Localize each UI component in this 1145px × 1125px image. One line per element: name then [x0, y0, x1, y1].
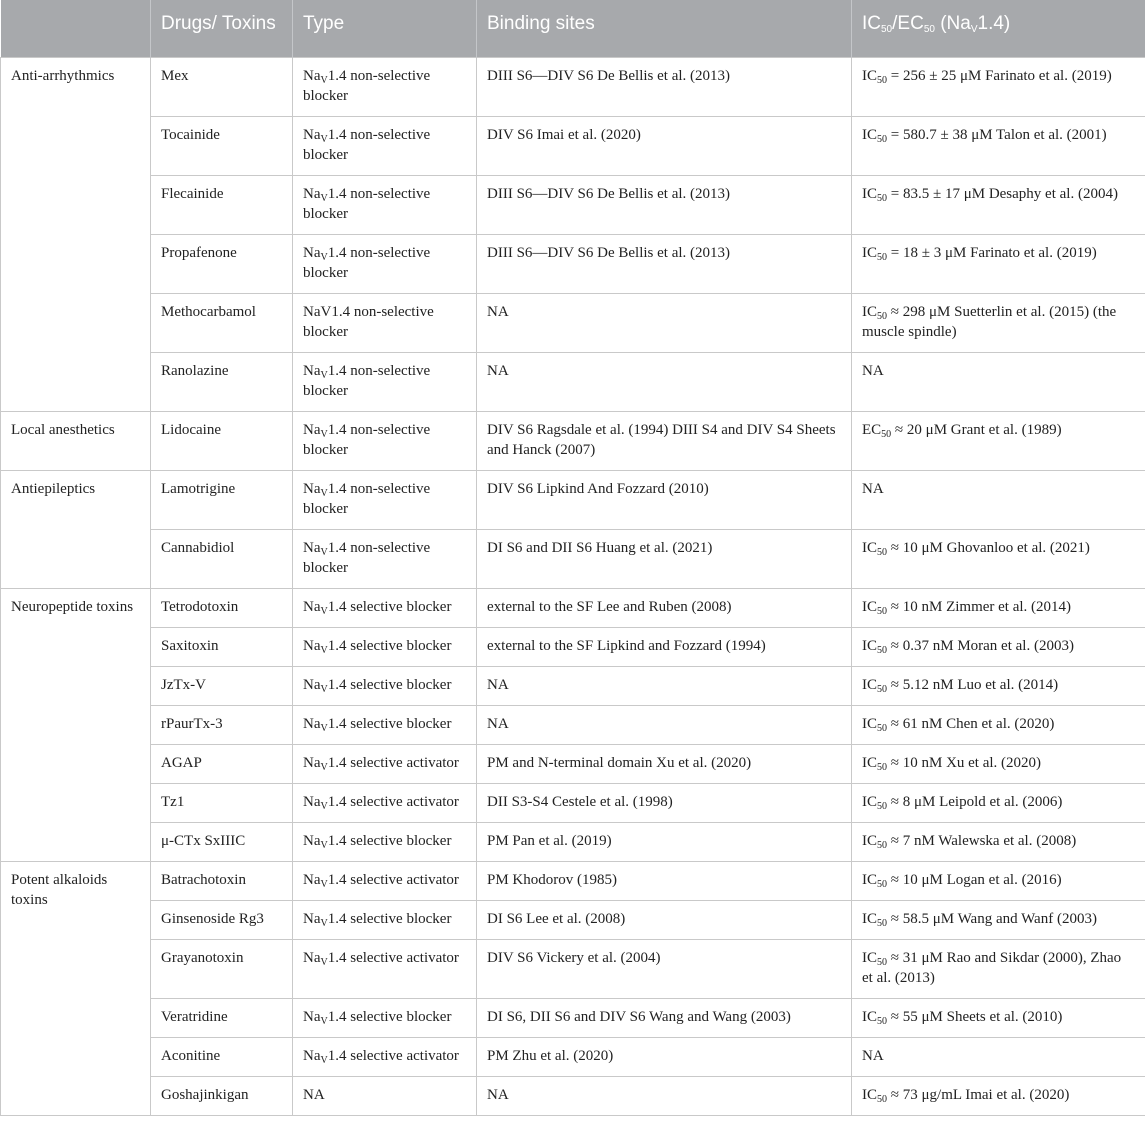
drug-cell: Aconitine — [151, 1037, 293, 1076]
type-cell: $Na_V1.4$ non-selective blocker — [293, 470, 477, 529]
binding-site-cell: PM and N-terminal domain Xu et al. (2020) — [477, 744, 852, 783]
type-cell: $Na_V1.4$ non-selective blocker — [293, 175, 477, 234]
type-cell: $Na_V1.4$ selective blocker — [293, 666, 477, 705]
header-drugs-toxins: Drugs/ Toxins — [151, 0, 293, 57]
category-cell: Local anesthetics — [1, 411, 151, 470]
header-type: Type — [293, 0, 477, 57]
table-row — [1, 744, 1145, 783]
type-cell: $Na_V1.4$ selective activator — [293, 939, 477, 998]
category-cell: Anti-arrhythmics — [1, 57, 151, 411]
value-cell: $IC_{50} \approx 7$ nM Walewska et al. (2008) — [852, 822, 1145, 861]
table-row — [1, 529, 1145, 588]
value-cell: $IC_{50} = 256 \pm 25$ μM Farinato et al. (2019) — [852, 57, 1145, 116]
binding-site-cell: DIV S6 Lipkind And Fozzard (2010) — [477, 470, 852, 529]
header-category — [1, 0, 151, 57]
binding-site-cell: DI S6 and DII S6 Huang et al. (2021) — [477, 529, 852, 588]
type-cell: $Na_V1.4$ selective blocker — [293, 588, 477, 627]
drug-cell: Lidocaine — [151, 411, 293, 470]
table-row — [1, 900, 1145, 939]
table-row — [1, 1037, 1145, 1076]
binding-site-cell: DIII S6—DIV S6 De Bellis et al. (2013) — [477, 57, 852, 116]
drug-cell: Cannabidiol — [151, 529, 293, 588]
category-cell: Antiepileptics — [1, 470, 151, 588]
value-cell: $IC_{50} \approx 10$ μM Logan et al. (2016) — [852, 861, 1145, 900]
type-cell: $Na_V1.4$ selective blocker — [293, 627, 477, 666]
value-cell: $IC_{50} \approx 8$ μM Leipold et al. (2006) — [852, 783, 1145, 822]
table-row — [1, 293, 1145, 352]
value-cell: $IC_{50} \approx 0.37$ nM Moran et al. (2003) — [852, 627, 1145, 666]
drug-cell: rPaurTx-3 — [151, 705, 293, 744]
value-cell: $IC_{50} \approx 5.12$ nM Luo et al. (2014) — [852, 666, 1145, 705]
table-row — [1, 57, 1145, 116]
table-row — [1, 588, 1145, 627]
binding-site-cell: PM Zhu et al. (2020) — [477, 1037, 852, 1076]
table-row — [1, 998, 1145, 1037]
value-cell: $IC_{50} \approx 31$ μM Rao and Sikdar (2000), Zhao et al. (2013) — [852, 939, 1145, 998]
table-row — [1, 705, 1145, 744]
binding-site-cell: external to the SF Lee and Ruben (2008) — [477, 588, 852, 627]
table-row — [1, 627, 1145, 666]
drug-cell: Veratridine — [151, 998, 293, 1037]
table-row — [1, 470, 1145, 529]
binding-site-cell: NA — [477, 1076, 852, 1115]
type-cell: $Na_V1.4$ selective activator — [293, 861, 477, 900]
drug-cell: Flecainide — [151, 175, 293, 234]
value-cell: $IC_{50} \approx 298$ μM Suetterlin et al. (2015) (the muscle spindle) — [852, 293, 1145, 352]
type-cell: $Na_V1.4$ selective blocker — [293, 900, 477, 939]
drug-cell: Tz1 — [151, 783, 293, 822]
header-ic50-ec50: $IC_{50}/EC_{50}$ $(Na_V1.4)$ — [852, 0, 1145, 57]
value-cell: $IC_{50} \approx 10$ nM Xu et al. (2020) — [852, 744, 1145, 783]
binding-site-cell: NA — [477, 352, 852, 411]
type-cell: $Na_V1.4$ non-selective blocker — [293, 57, 477, 116]
type-cell: $Na_V1.4$ selective blocker — [293, 822, 477, 861]
value-cell: NA — [852, 352, 1145, 411]
table-row — [1, 1076, 1145, 1115]
binding-site-cell: DII S3-S4 Cestele et al. (1998) — [477, 783, 852, 822]
value-cell: $IC_{50} \approx 10$ μM Ghovanloo et al. (2021) — [852, 529, 1145, 588]
type-cell: NaV1.4 non-selective blocker — [293, 293, 477, 352]
table-row — [1, 666, 1145, 705]
value-cell: $IC_{50} \approx 55$ μM Sheets et al. (2010) — [852, 998, 1145, 1037]
binding-site-cell: external to the SF Lipkind and Fozzard (1994) — [477, 627, 852, 666]
table-row — [1, 939, 1145, 998]
drug-cell: Ginsenoside Rg3 — [151, 900, 293, 939]
value-cell: NA — [852, 470, 1145, 529]
value-cell: $IC_{50} = 83.5 \pm 17$ μM Desaphy et al. (2004) — [852, 175, 1145, 234]
type-cell: $Na_V1.4$ non-selective blocker — [293, 352, 477, 411]
type-cell: $Na_V1.4$ non-selective blocker — [293, 116, 477, 175]
drug-cell: μ-CTx SxIIIC — [151, 822, 293, 861]
binding-site-cell: DIII S6—DIV S6 De Bellis et al. (2013) — [477, 175, 852, 234]
drug-cell: Goshajinkigan — [151, 1076, 293, 1115]
category-cell: Neuropeptide toxins — [1, 588, 151, 861]
binding-site-cell: DI S6, DII S6 and DIV S6 Wang and Wang (2003) — [477, 998, 852, 1037]
value-cell: $IC_{50} \approx 10$ nM Zimmer et al. (2014) — [852, 588, 1145, 627]
drug-cell: Methocarbamol — [151, 293, 293, 352]
table-row — [1, 822, 1145, 861]
table-row — [1, 783, 1145, 822]
binding-site-cell: DIII S6—DIV S6 De Bellis et al. (2013) — [477, 234, 852, 293]
type-cell: NA — [293, 1076, 477, 1115]
value-cell: $IC_{50} = 18 \pm 3$ μM Farinato et al. (2019) — [852, 234, 1145, 293]
binding-site-cell: NA — [477, 705, 852, 744]
table-row — [1, 234, 1145, 293]
drug-cell: Mex — [151, 57, 293, 116]
binding-site-cell: DIV S6 Imai et al. (2020) — [477, 116, 852, 175]
binding-site-cell: DIV S6 Vickery et al. (2004) — [477, 939, 852, 998]
drug-cell: Saxitoxin — [151, 627, 293, 666]
table-row — [1, 411, 1145, 470]
drug-cell: Tocainide — [151, 116, 293, 175]
drug-cell: Batrachotoxin — [151, 861, 293, 900]
value-cell: $IC_{50} \approx 61$ nM Chen et al. (2020) — [852, 705, 1145, 744]
table-row — [1, 352, 1145, 411]
type-cell: $Na_V1.4$ selective activator — [293, 744, 477, 783]
table-header-row — [1, 0, 1145, 57]
value-cell: NA — [852, 1037, 1145, 1076]
value-cell: $IC_{50} \approx 73$ μg/mL Imai et al. (2020) — [852, 1076, 1145, 1115]
type-cell: $Na_V1.4$ non-selective blocker — [293, 411, 477, 470]
table-row — [1, 861, 1145, 900]
type-cell: $Na_V1.4$ selective blocker — [293, 998, 477, 1037]
binding-site-cell: DI S6 Lee et al. (2008) — [477, 900, 852, 939]
type-cell: $Na_V1.4$ selective activator — [293, 1037, 477, 1076]
table-row — [1, 175, 1145, 234]
type-cell: $Na_V1.4$ non-selective blocker — [293, 234, 477, 293]
drug-cell: Lamotrigine — [151, 470, 293, 529]
category-cell: Potent alkaloids toxins — [1, 861, 151, 1115]
table-row — [1, 116, 1145, 175]
drug-cell: AGAP — [151, 744, 293, 783]
drug-cell: Grayanotoxin — [151, 939, 293, 998]
type-cell: $Na_V1.4$ selective blocker — [293, 705, 477, 744]
header-binding-sites: Binding sites — [477, 0, 852, 57]
binding-site-cell: PM Khodorov (1985) — [477, 861, 852, 900]
drug-cell: JzTx-V — [151, 666, 293, 705]
drug-cell: Tetrodotoxin — [151, 588, 293, 627]
binding-site-cell: NA — [477, 666, 852, 705]
binding-site-cell: PM Pan et al. (2019) — [477, 822, 852, 861]
value-cell: $EC_{50} \approx 20$ μM Grant et al. (1989) — [852, 411, 1145, 470]
binding-site-cell: DIV S6 Ragsdale et al. (1994) DIII S4 and DIV S4 Sheets and Hanck (2007) — [477, 411, 852, 470]
type-cell: $Na_V1.4$ selective activator — [293, 783, 477, 822]
value-cell: $IC_{50} = 580.7 \pm 38$ μM Talon et al. (2001) — [852, 116, 1145, 175]
binding-site-cell: NA — [477, 293, 852, 352]
drug-cell: Propafenone — [151, 234, 293, 293]
value-cell: $IC_{50} \approx 58.5$ μM Wang and Wanf (2003) — [852, 900, 1145, 939]
type-cell: $Na_V1.4$ non-selective blocker — [293, 529, 477, 588]
drug-cell: Ranolazine — [151, 352, 293, 411]
